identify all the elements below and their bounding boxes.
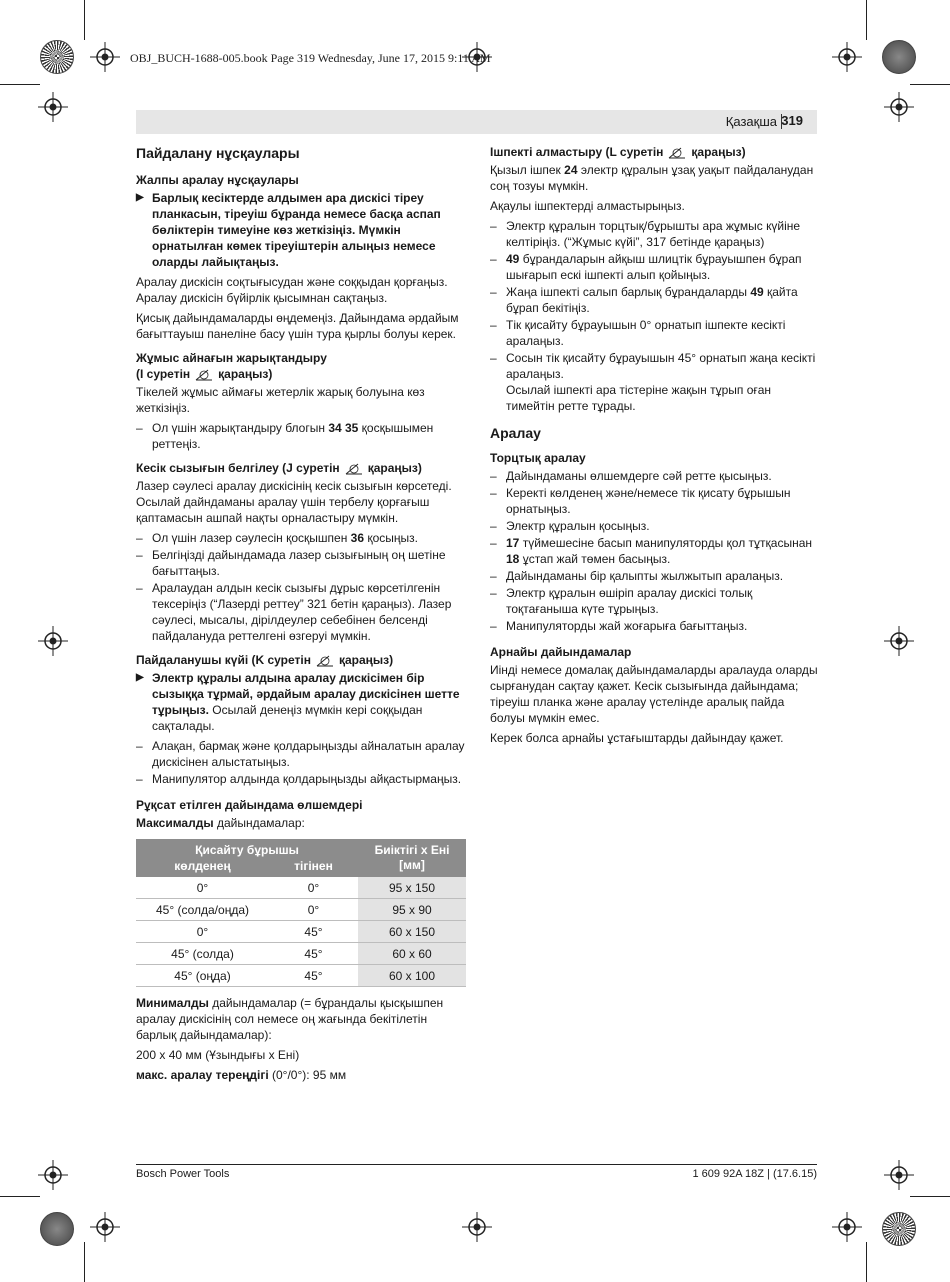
- heading-text: қараңыз): [691, 145, 746, 159]
- header-language: Қазақша: [725, 114, 777, 129]
- paragraph: 200 x 40 мм (Ұзындығы x Ені): [136, 1048, 300, 1062]
- table-cell: 60 x 60: [358, 943, 466, 965]
- page-number: 319: [781, 113, 803, 128]
- color-rosette-bottom-right: [882, 1212, 916, 1246]
- text: Осылай ішпекті ара тістеріне жақын тұрып оған тимейтін ретте тұрады.: [506, 383, 772, 413]
- table-row: [136, 899, 466, 921]
- table-cell: 45° (солда): [136, 943, 269, 965]
- warning-user-position: [136, 670, 466, 734]
- trim-line: [910, 1196, 950, 1197]
- trim-line: [0, 84, 40, 85]
- list-item: – Манипулятор алдында қолдарыңызды айқастырмаңыз.: [136, 771, 466, 787]
- text: қайта бұрап бекітіңіз.: [506, 285, 798, 315]
- table-cell: 95 x 150: [358, 877, 466, 899]
- warning-bold: Электр құралы алдына аралау дискісімен бір сызыққа тұрмай, әрдайым аралау дискісінен шетте тұрыңыз.: [152, 671, 460, 717]
- table-cell: 0°: [136, 921, 269, 943]
- part-number: 24: [564, 163, 578, 177]
- registration-mark-icon: [884, 1160, 914, 1190]
- text: (0°/0°): 95 мм: [268, 1068, 347, 1082]
- heading-special-workpieces: Арнайы дайындамалар: [490, 645, 632, 659]
- table-cell: 60 x 100: [358, 965, 466, 987]
- table-header-angle: Қисайту бұрышы: [136, 839, 358, 858]
- registration-mark-icon: [832, 1212, 862, 1242]
- bold-term: Минималды: [136, 996, 209, 1010]
- heading-text: Пайдаланушы күйі (K суретін: [136, 653, 311, 667]
- trim-line: [84, 1242, 85, 1282]
- paragraph: [490, 162, 820, 194]
- registration-mark-icon: [38, 92, 68, 122]
- bold-term: Максималды: [136, 816, 214, 830]
- registration-mark-icon: [462, 1212, 492, 1242]
- list-item: – Электр құралын өшіріп аралау дискісі толық тоқтағаныша күте тұрыңыз.: [490, 585, 820, 617]
- list-item: – Алақан, бармақ және қолдарыңызды айналатын аралау дискісінен алыстатыңыз.: [136, 738, 466, 770]
- paragraph: Аралау дискісін соқтығысудан және соққыдан қорғаңыз. Аралау дискісін бүйірлік қысымнан сақтаңыз.: [136, 275, 448, 305]
- list-item: – Аралаудан алдын кесік сызығы дұрыс көрсетілгенін тексеріңіз (“Лазерді реттеу” 321 бетін қараңыз). Лазер сәулесі, мысалы, дірілдеулер себебінен белсенді пайдалануда реттелгені өзгеруі мүмкін.: [136, 580, 466, 644]
- registration-mark-icon: [90, 42, 120, 72]
- registration-mark-icon: [884, 92, 914, 122]
- list-item: [490, 535, 820, 567]
- list-item: – Дайындаманы өлшемдерге сәй ретте қысыңыз.: [490, 468, 820, 484]
- trim-line: [866, 0, 867, 40]
- heading-crosscut: Торцтық аралау: [490, 451, 586, 465]
- registration-mark-icon: [90, 1212, 120, 1242]
- paragraph: Иінді немесе домалақ дайындамаларды аралауда оларды сырғанудан сақтау қажет. Кесік сызығында дайындама; тіреуіш планка және аралау үстелінде аралық пайда болуы мүмкін емес.: [490, 663, 818, 725]
- warning-text: Осылай денеңіз мүмкін кері соққыдан сақталады.: [152, 703, 423, 733]
- list-item: – Тік қисайту бұрауышын 0° орнатып ішпекте кесікті аралаңыз.: [490, 317, 820, 349]
- file-header: OBJ_BUCH-1688-005.book Page 319 Wednesday, June 17, 2015 9:11 AM: [130, 51, 491, 65]
- list-item: – Манипуляторды жай жоғарыға бағыттаңыз.: [490, 618, 820, 634]
- registration-mark-icon: [38, 1160, 68, 1190]
- registration-mark-icon: [38, 626, 68, 656]
- part-number: 34 35: [328, 421, 359, 435]
- text: дайындамалар:: [213, 816, 305, 830]
- text: Қызыл ішпек: [490, 163, 565, 177]
- left-column: [136, 144, 466, 1087]
- table-cell: 0°: [136, 877, 269, 899]
- list-item: – Электр құралын торцтық/бұрышты ара жұмыс күйіне келтіріңіз. (“Жұмыс күйі”, 317 бетінде қараңыз): [490, 218, 820, 250]
- figure-reference-icon: [315, 655, 335, 667]
- section-title-usage: Пайдалану нұсқаулары: [136, 145, 300, 161]
- paragraph: Керек болса арнайы ұстағыштарды дайындау қажет.: [490, 731, 784, 745]
- page-header-bar: [136, 110, 817, 134]
- list-item: [136, 420, 466, 452]
- part-number: 36: [350, 531, 365, 545]
- figure-reference-icon: [194, 369, 214, 381]
- warning-general: ▶ Барлық кесіктерде алдымен ара дискісі тіреу планкасын, тіреуіш бұранда немесе басқа аспап бөліктерін тимеуіне көз жеткізіңіз. Мүмкін орнатылған көмек тіреуіштерін алыңыз немесе оларды лайықтаңыз.: [136, 190, 466, 270]
- text: Жаңа ішпекті салып барлық бұрандаларды: [506, 285, 751, 299]
- bold-term: макс. аралау тереңдігі: [136, 1068, 269, 1082]
- table-row: [136, 943, 466, 965]
- list-item: [490, 350, 820, 414]
- list-item: – Дайындаманы бір қалыпты жылжытып аралаңыз.: [490, 568, 820, 584]
- list-item: [490, 284, 820, 316]
- gray-rosette-top-right: [882, 40, 916, 74]
- table-cell: 45°: [269, 943, 358, 965]
- paragraph: Ақаулы ішпектерді алмастырыңыз.: [490, 199, 685, 213]
- table-cell: 95 x 90: [358, 899, 466, 921]
- registration-mark-icon: [884, 626, 914, 656]
- heading-user-position: [136, 652, 466, 668]
- text: Ол үшін лазер сәулесін қосқышпен: [152, 531, 351, 545]
- trim-line: [910, 84, 950, 85]
- table-cell: 45°: [269, 921, 358, 943]
- dimensions-table: [136, 839, 466, 987]
- text: дайындамалар (= бұрандалы қысқышпен аралау дискісінің сол немесе оң жағында бекітілетін барлық дайындамалар):: [136, 996, 444, 1042]
- gray-rosette-bottom-left: [40, 1212, 74, 1246]
- list-item: [136, 530, 466, 546]
- heading-general: Жалпы аралау нұсқаулары: [136, 173, 299, 187]
- text: Ол үшін жарықтандыру блогын: [152, 421, 329, 435]
- heading-text: қараңыз): [218, 367, 273, 381]
- color-rosette-top-left: [40, 40, 74, 74]
- heading-laser: [136, 460, 466, 476]
- list-item: – Электр құралын қосыңыз.: [490, 518, 820, 534]
- heading-blade-insert: [490, 144, 820, 160]
- heading-light-line2: [136, 366, 466, 382]
- trim-line: [0, 1196, 40, 1197]
- section-title-sawing: Аралау: [490, 425, 541, 441]
- heading-text: қараңыз): [367, 461, 422, 475]
- footer-divider: [136, 1164, 817, 1165]
- figure-reference-icon: [667, 147, 687, 159]
- text: ұстап жай төмен басыңыз.: [519, 552, 671, 566]
- part-number: 17: [506, 536, 520, 550]
- paragraph: [136, 1067, 466, 1083]
- trim-line: [866, 1242, 867, 1282]
- trim-line: [84, 0, 85, 40]
- list-item: [490, 251, 820, 283]
- paragraph: Лазер сәулесі аралау дискісінің кесік сызығын көрсетеді. Осылай дайндаманы аралау үшін тербелу қорғағыш қаптамасын ашпай нақты орналастыру мүмкін.: [136, 479, 452, 525]
- text: бұрандаларын айқыш шлицтік бұрауышпен бұрап шығарып ескі ішпекті алып қойыңыз.: [506, 252, 802, 282]
- table-cell: 45° (солда/оңда): [136, 899, 269, 921]
- paragraph: Тікелей жұмыс аймағы жетерлік жарық болуына көз жеткізіңіз.: [136, 385, 425, 415]
- part-number: 49: [750, 285, 764, 299]
- table-header-size: Биіктігі x Ені [мм]: [358, 839, 466, 877]
- list-item: – Белгіңізді дайындамада лазер сызығының оң шетіне бағыттаңыз.: [136, 547, 466, 579]
- heading-dimensions: Рұқсат етілген дайындама өлшемдері: [136, 798, 363, 812]
- heading-text: (I суретін: [136, 367, 191, 381]
- table-header-vertical: тігінен: [269, 858, 358, 877]
- paragraph: [136, 995, 466, 1043]
- table-row: [136, 965, 466, 987]
- table-row: [136, 877, 466, 899]
- registration-mark-icon: [832, 42, 862, 72]
- table-cell: 60 x 150: [358, 921, 466, 943]
- table-cell: 45°: [269, 965, 358, 987]
- footer-doc-number: 1 609 92A 18Z | (17.6.15): [692, 1168, 817, 1180]
- heading-text: Ішпекті алмастыру (L суретін: [490, 145, 664, 159]
- text: қосқышымен реттеңіз.: [152, 421, 434, 451]
- table-cell: 45° (оңда): [136, 965, 269, 987]
- figure-reference-icon: [344, 463, 364, 475]
- heading-light: [136, 350, 466, 382]
- table-cell: 0°: [269, 899, 358, 921]
- part-number: 18: [506, 552, 520, 566]
- heading-text: Кесік сызығын белгілеу (J суретін: [136, 461, 340, 475]
- table-header-horizontal: көлденең: [136, 858, 269, 877]
- paragraph: Қисық дайындамаларды өңдемеңіз. Дайындама әрдайым бағыттауыш панеліне басу үшін тура қырлы болуы керек.: [136, 311, 459, 341]
- footer-brand: Bosch Power Tools: [136, 1168, 230, 1180]
- text: түймешесіне басып манипуляторды қол тұтқасынан: [519, 536, 812, 550]
- part-number: 49: [506, 252, 520, 266]
- paragraph: [136, 815, 466, 831]
- heading-light-line1: Жұмыс айнағын жарықтандыру: [136, 351, 327, 365]
- heading-text: қараңыз): [338, 653, 394, 667]
- text: – Сосын тік қисайту бұрауышын 45° орнатып жаңа кесікті аралаңыз.: [506, 351, 816, 381]
- text: қосыңыз.: [364, 531, 418, 545]
- text: электр құралын ұзақ уақыт пайдаланудан соң тозуы мүмкін.: [490, 163, 814, 193]
- table-cell: 0°: [269, 877, 358, 899]
- right-column: [490, 144, 820, 750]
- list-item: – Керекті көлденең және/немесе тік қисату бұрышын орнатыңыз.: [490, 485, 820, 517]
- table-row: [136, 921, 466, 943]
